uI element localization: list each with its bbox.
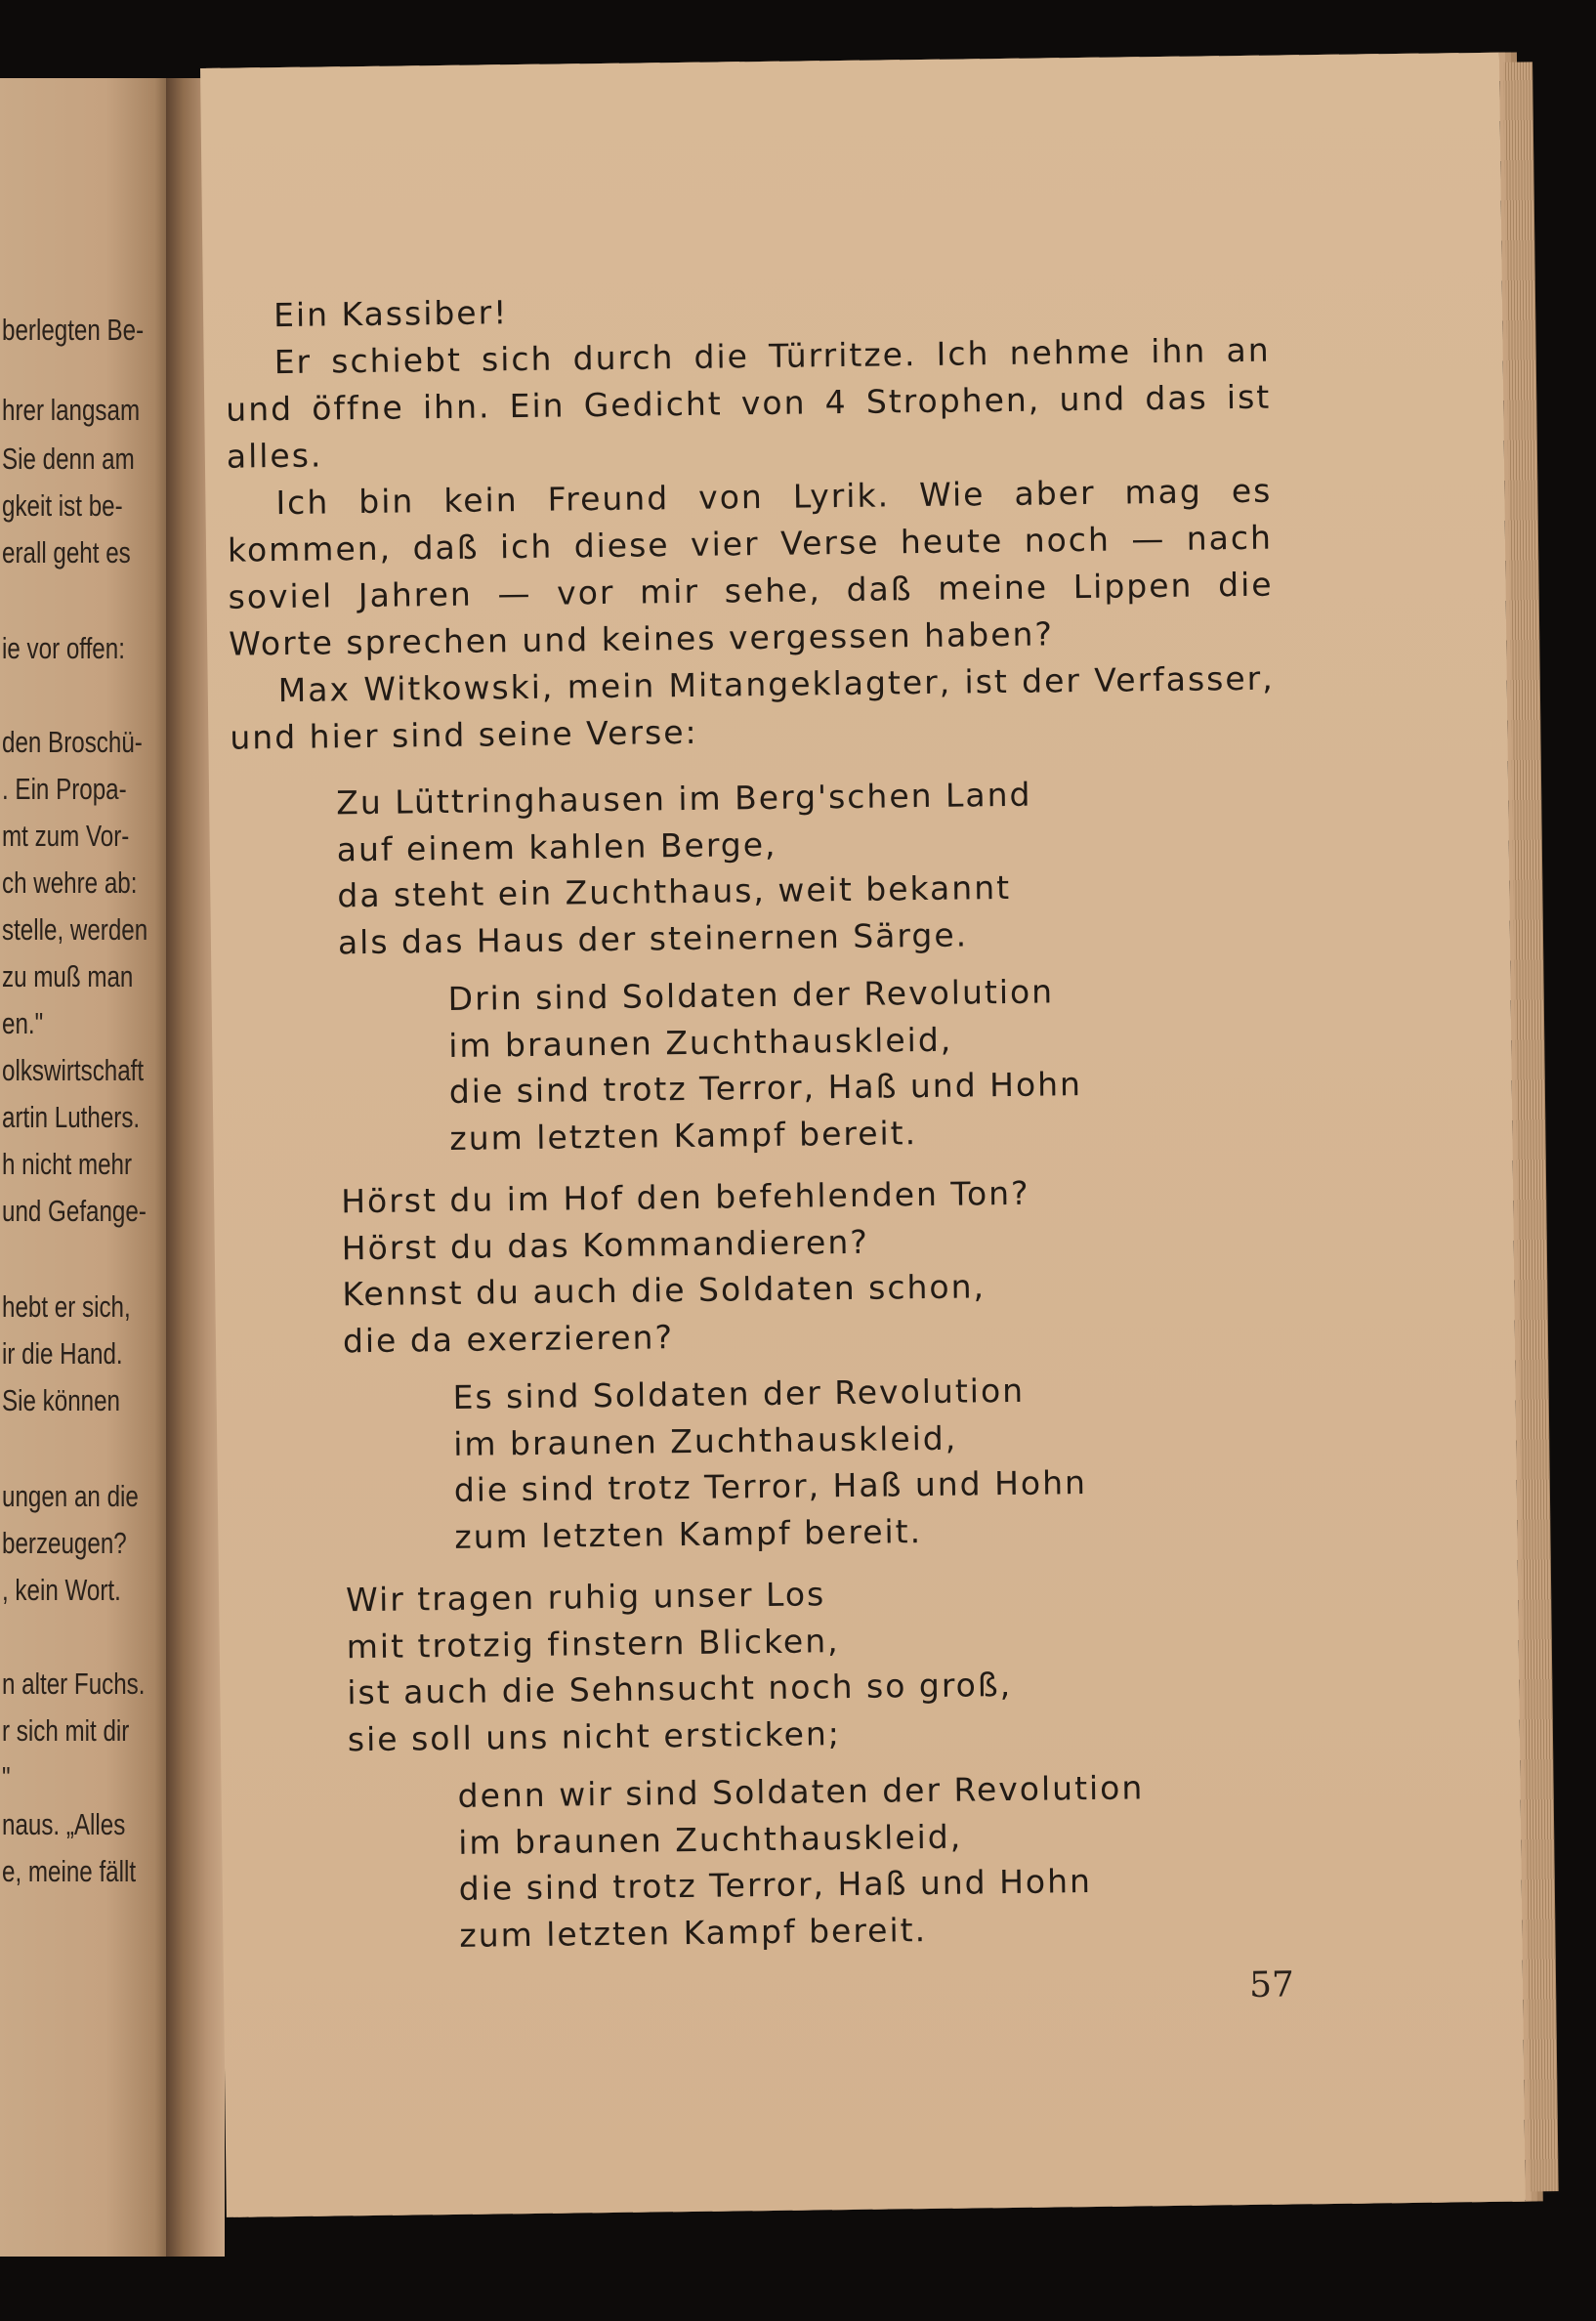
- left-page: [0, 78, 176, 2257]
- left-page-line: hrer langsam: [2, 393, 141, 427]
- left-page-line: gkeit ist be-: [2, 488, 123, 523]
- left-page-line: r sich mit dir: [2, 1713, 130, 1748]
- left-page-line: hebt er sich,: [2, 1289, 131, 1324]
- left-page-line: ch wehre ab:: [2, 865, 138, 900]
- page-text: [225, 280, 1290, 1962]
- verse-line: die sind trotz Terror, Haß und Hohn: [453, 1463, 1088, 1509]
- verse-line: im braunen Zuchthauskleid,: [457, 1817, 963, 1862]
- paragraph: Ein Kassiber!: [273, 293, 509, 335]
- left-page-line: artin Luthers.: [2, 1100, 141, 1134]
- poem: [231, 769, 1290, 1962]
- left-page-line: den Broschü-: [2, 725, 143, 759]
- poem-refrain: [232, 966, 1280, 1164]
- left-page-line: stelle, werden: [2, 912, 148, 947]
- left-page-line: ie vor offen:: [2, 631, 125, 665]
- verse-line: zum letzten Kampf bereit.: [459, 1910, 928, 1955]
- verse-line: Wir tragen ruhig unser Los: [345, 1575, 826, 1620]
- left-page-line: zu muß man: [2, 959, 134, 993]
- left-page-line: berlegten Be-: [2, 313, 145, 347]
- verse-line: Kennst du auch die Soldaten schon,: [342, 1267, 987, 1314]
- left-page-line: en.": [2, 1006, 44, 1040]
- verse-line: da steht ein Zuchthaus, weit bekannt: [337, 867, 1012, 915]
- verse-line: die sind trotz Terror, Haß und Hohn: [448, 1065, 1083, 1111]
- right-page: [200, 53, 1526, 2217]
- paragraph: Ich bin kein Freund von Lyrik. Wie aber mag es kommen, daß ich diese vier Verse heute noch — nach soviel Jahren — vor mir sehe, daß meine Lippen die Worte sprechen und keines vergessen haben?: [227, 471, 1274, 663]
- verse-line: Drin sind Soldaten der Revolution: [447, 972, 1055, 1018]
- verse-line: auf einem kahlen Berge,: [336, 824, 777, 868]
- verse-line: Hörst du im Hof den befehlenden Ton?: [340, 1173, 1030, 1221]
- left-page-line: Sie denn am: [2, 442, 135, 476]
- page-number: 57: [1248, 1964, 1295, 2006]
- left-page-line: . Ein Propa-: [2, 772, 127, 806]
- poem-refrain: [237, 1365, 1284, 1563]
- left-page-line: mt zum Vor-: [2, 819, 130, 853]
- verse-line: zum letzten Kampf bereit.: [454, 1511, 923, 1556]
- verse-line: denn wir sind Soldaten der Revolution: [457, 1768, 1145, 1815]
- verse-line: ist auch die Sehnsucht noch so groß,: [347, 1665, 1013, 1712]
- verse-line: Hörst du das Kommandieren?: [341, 1222, 869, 1267]
- verse-line: die da exerzieren?: [342, 1317, 675, 1360]
- poem-stanza: [240, 1566, 1287, 1764]
- verse-line: im braunen Zuchthauskleid,: [452, 1418, 958, 1463]
- paragraph: Max Witkowski, mein Mitangeklagter, ist der Verfasser, und hier sind seine Verse:: [230, 658, 1275, 757]
- verse-line: Zu Lüttringhausen im Berg'schen Land: [335, 775, 1032, 823]
- left-page-line: ": [2, 1760, 11, 1794]
- left-page-line: erall geht es: [2, 535, 131, 570]
- poem-stanza: [231, 769, 1278, 967]
- paragraph: Er schiebt sich durch die Türritze. Ich nehme ihn an und öffne ihn. Ein Gedicht von 4 Strophen, und das ist alles.: [226, 330, 1272, 476]
- verse-line: zum letzten Kampf bereit.: [449, 1113, 918, 1158]
- left-page-line: Sie können: [2, 1383, 120, 1417]
- verse-line: mit trotzig finstern Blicken,: [346, 1621, 840, 1666]
- verse-line: als das Haus der steinernen Särge.: [337, 914, 969, 961]
- left-page-line: e, meine fällt: [2, 1854, 137, 1888]
- left-page-line: olkswirtschaft: [2, 1053, 145, 1087]
- verse-line: Es sind Soldaten der Revolution: [452, 1371, 1026, 1416]
- left-page-line: und Gefange-: [2, 1194, 147, 1228]
- verse-line: im braunen Zuchthauskleid,: [447, 1020, 953, 1065]
- left-page-line: ir die Hand.: [2, 1336, 123, 1371]
- verse-line: die sind trotz Terror, Haß und Hohn: [458, 1861, 1093, 1908]
- left-page-line: naus. „Alles: [2, 1807, 126, 1841]
- left-page-line: n alter Fuchs.: [2, 1667, 146, 1701]
- poem-refrain: [242, 1763, 1289, 1962]
- left-page-line: , kein Wort.: [2, 1573, 121, 1607]
- left-page-line: h nicht mehr: [2, 1147, 133, 1181]
- verse-line: sie soll uns nicht ersticken;: [347, 1713, 842, 1758]
- poem-stanza: [235, 1167, 1282, 1366]
- left-page-line: ungen an die: [2, 1479, 139, 1513]
- page-edge: [1503, 62, 1559, 2191]
- left-page-line: berzeugen?: [2, 1526, 127, 1560]
